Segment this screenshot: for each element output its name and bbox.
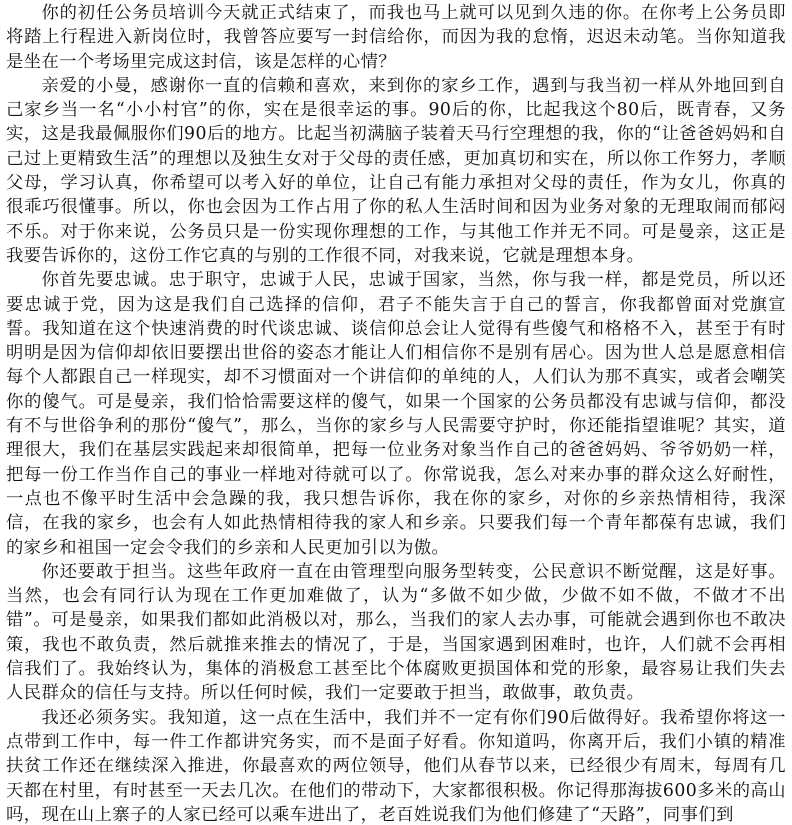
paragraph-responsibility: 你还要敢于担当。这些年政府一直在由管理型向服务型转变，公民意识不断觉醒，这是好事。当然，也会有同行认为现在工作更加难做了，认为“多做不如少做，少做不如不做，不做才不出错”。可是曼亲，如果我们都如此消极以对，那么，当我们的家人去办事，可能就会遇到你也不敢决策，我也不敢负责，然后就推来推去的情况了，于是，当国家遇到困难时，也许，人们就不会再相信我们了。我始终认为，集体的消极怠工甚至比个体腐败更损国体和党的形象，最容易让我们失去人民群众的信任与支持。所以任何时候，我们一定要敢于担当，敢做事，敢负责。 (6, 561, 786, 704)
paragraph-practicality: 我还必须务实。我知道，这一点在生活中，我们并不一定有你们90后做得好。我希望你将这一点带到工作中，每一件工作都讲究务实，而不是面子好看。你知道吗，你离开后，我们小镇的精准扶贫工作还在继续深入推进，你最喜欢的两位领导，他们从春节以来，已经很少有周末，每周有几天都在村里，有时甚至一天去几次。在他们的带动下，大家都很积极。你记得那海拔600多米的高山吗，现在山上寨子的人家已经可以乘车进出了，老百姓说我们为他们修建了“天路”，同事们到 (6, 707, 786, 825)
paragraph-greeting: 亲爱的小曼，感谢你一直的信赖和喜欢，来到你的家乡工作，遇到与我当初一样从外地回到自己家乡当一名“小小村官”的你，实在是很幸运的事。90后的你，比起我这个80后，既青春，又务实，这是我最佩服你们90后的地方。比起当初满脑子装着天马行空理想的我，你的“让爸爸妈妈和自己过上更精致生活”的理想以及独生女对于父母的责任感，更加真切和实在，所以你工作努力，孝顺父母，学习认真，你希望可以考入好的单位，让自己有能力承担对父母的责任，作为女儿，你真的很乖巧很懂事。所以，你也会因为工作占用了你的私人生活时间和因为业务对象的无理取闹而郁闷不乐。对于你来说，公务员只是一份实现你理想的工作，与其他工作并无不同。可是曼亲，这正是我要告诉你的，这份工作它真的与别的工作很不同，对我来说，它就是理想本身。 (6, 75, 786, 266)
paragraph-opening: 你的初任公务员培训今天就正式结束了，而我也马上就可以见到久违的你。在你考上公务员即将踏上行程进入新岗位时，我曾答应要写一封信给你，而因为我的怠惰，迟迟未动笔。当你知道我是坐在一个考场里完成这封信，该是怎样的心情？ (6, 3, 786, 72)
paragraph-loyalty: 你首先要忠诚。忠于职守，忠诚于人民，忠诚于国家，当然，你与我一样，都是党员，所以还要忠诚于党，因为这是我们自己选择的信仰，君子不能失言于自己的誓言，你我都曾面对党旗宣誓。我知道在这个快速消费的时代谈忠诚、谈信仰总会让人觉得有些傻气和格格不入，甚至于有时明明是因为信仰却依旧要摆出世俗的姿态才能让人们相信你不是别有居心。因为世人总是愿意相信每个人都跟自己一样现实，却不习惯面对一个讲信仰的单纯的人，人们认为那不真实，或者会嘲笑你的傻气。可是曼亲，我们恰恰需要这样的傻气，如果一个国家的公务员都没有忠诚与信仰，都没有不与世俗争利的那份“傻气”，那么，当你的家乡与人民需要守护时，你还能指望谁呢？其实，道理很大，我们在基层实践起来却很简单，把每一位业务对象当作自己的爸爸妈妈、爷爷奶奶一样，把每一份工作当作自己的事业一样地对待就可以了。你常说我，怎么对来办事的群众这么好耐性，一点也不像平时生活中会急躁的我，我只想告诉你，我在你的家乡，对你的乡亲热情相待，我深信，在我的家乡，也会有人如此热情相待我的家人和乡亲。只要我们每一个青年都葆有忠诚，我们的家乡和祖国一定会令我们的乡亲和人民更加引以为傲。 (6, 270, 786, 558)
